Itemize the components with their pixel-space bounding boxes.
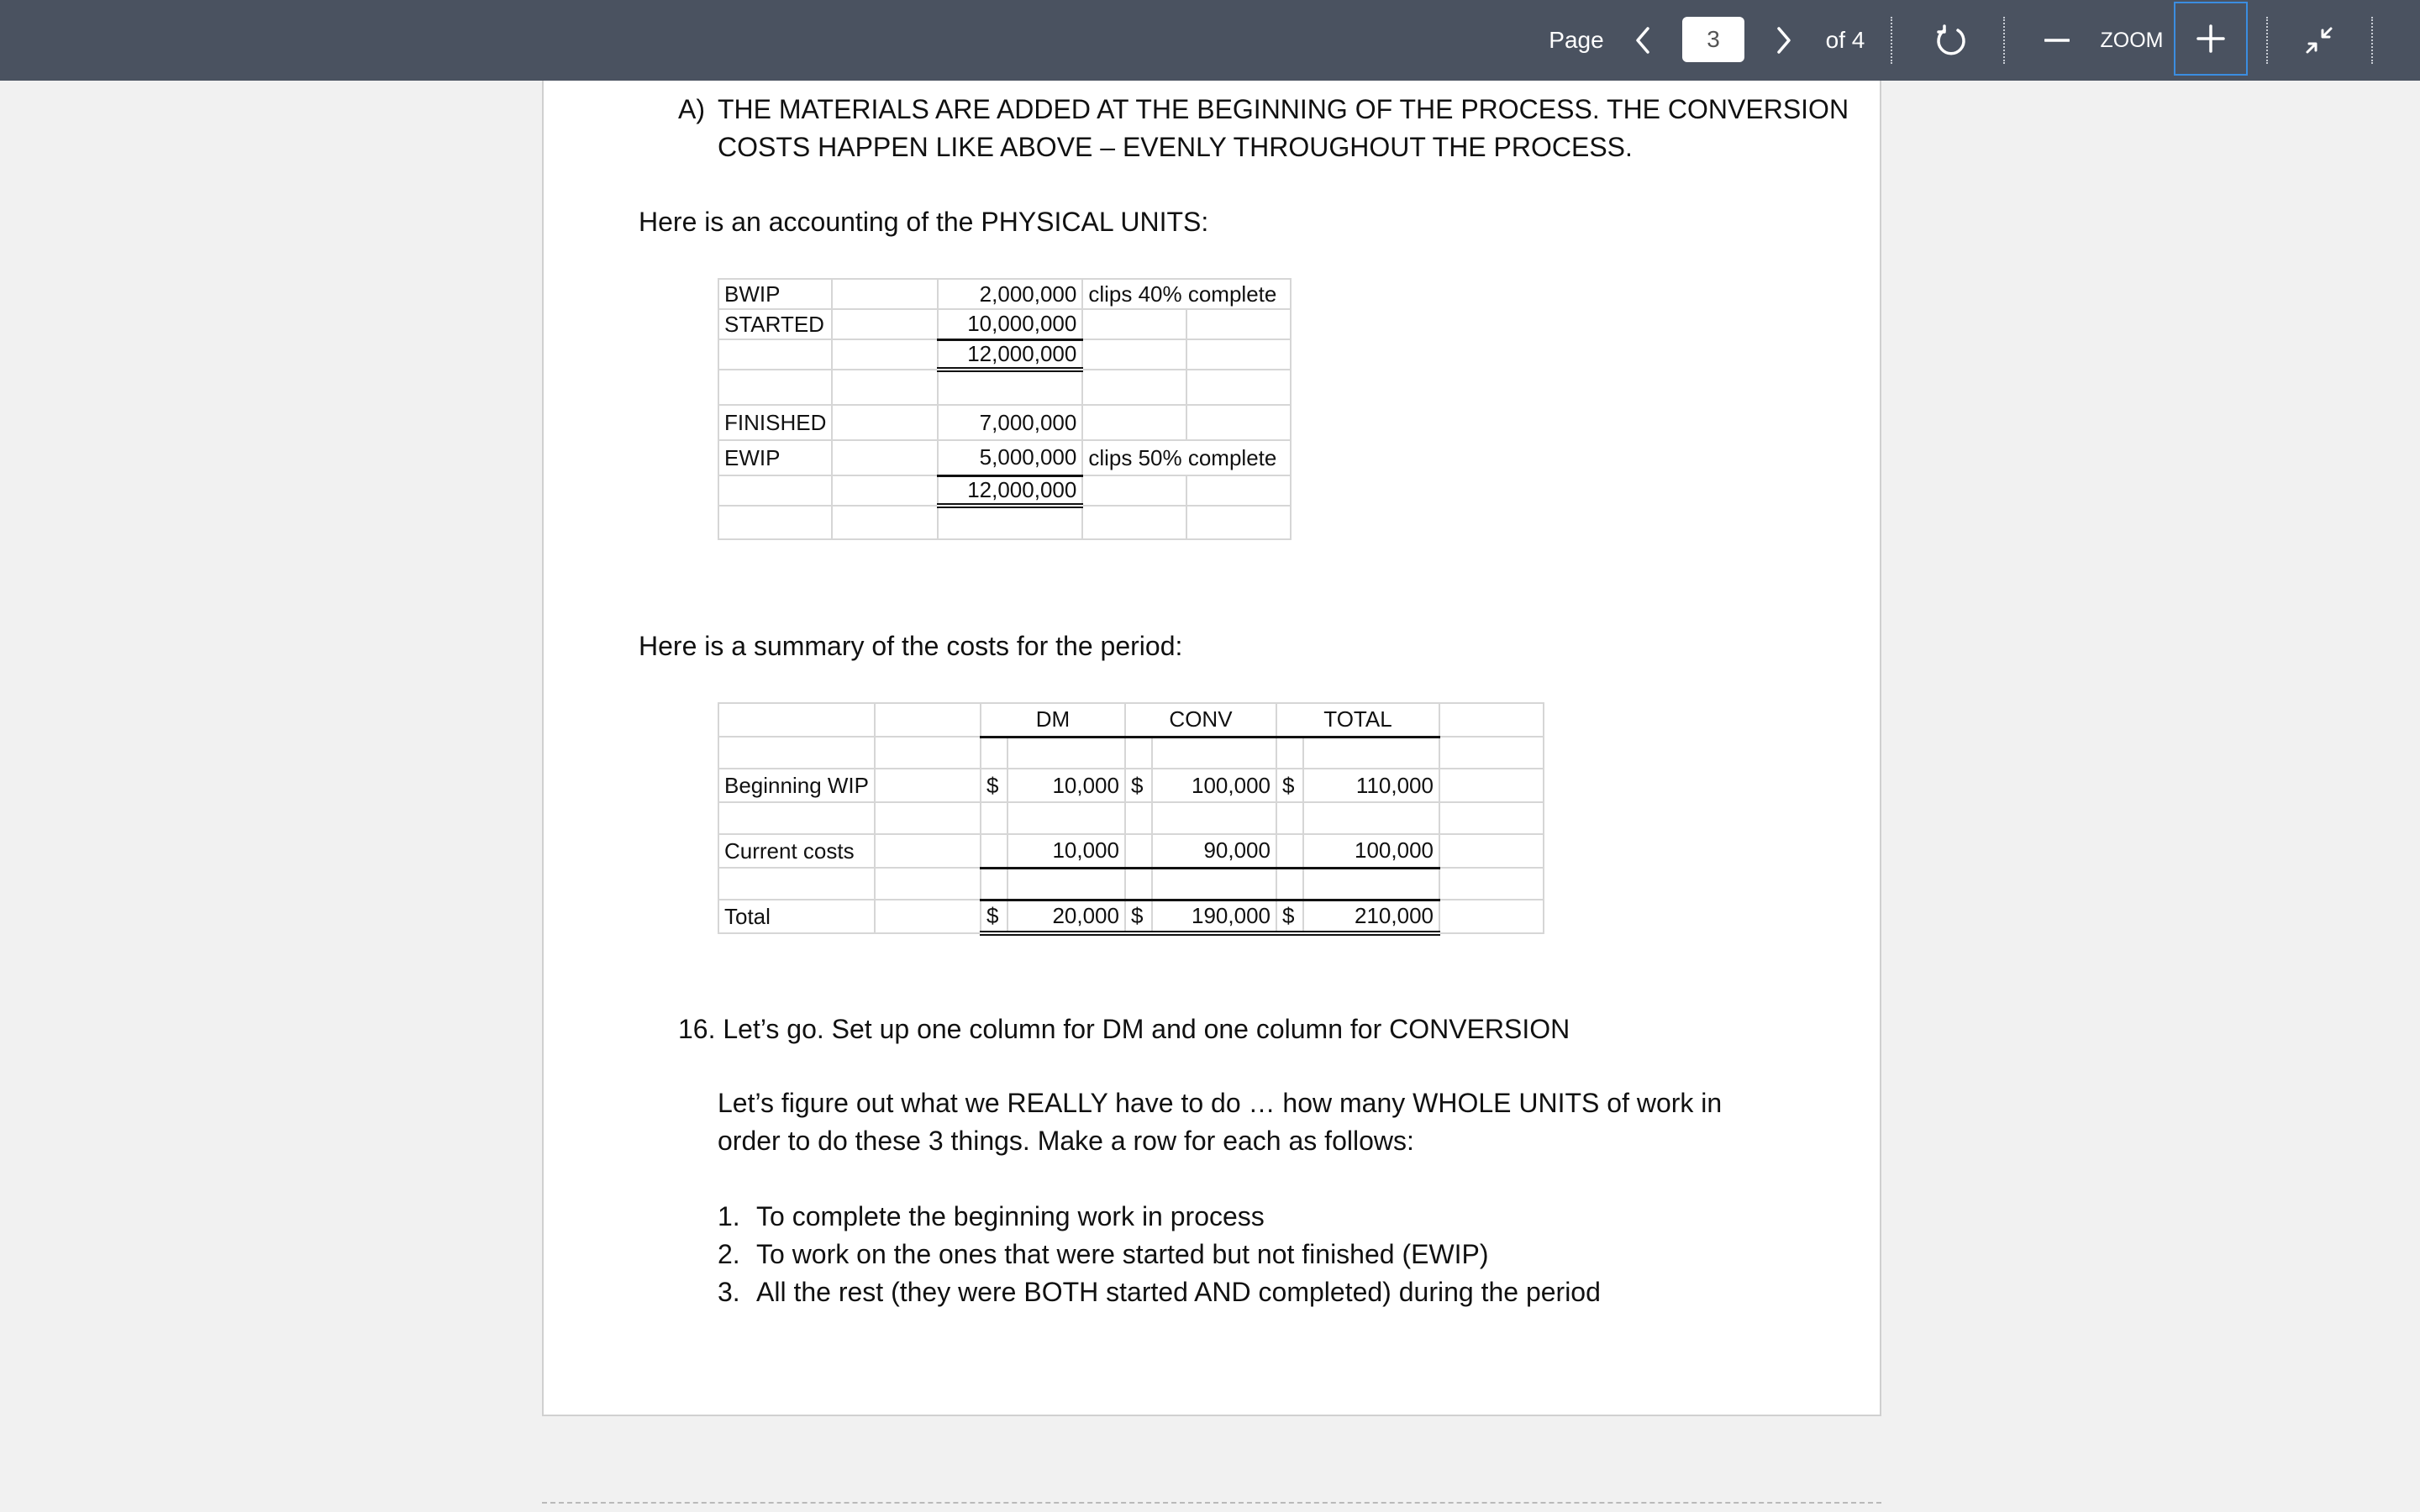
total-units-out: 12,000,000 [938, 475, 1082, 506]
list-item-number: 3. [718, 1277, 740, 1307]
currency-symbol: $ [1276, 900, 1303, 933]
exit-fullscreen-button[interactable] [2298, 0, 2340, 81]
currency-symbol: $ [1276, 769, 1303, 802]
toolbar-divider [2371, 17, 2373, 64]
table-row [718, 737, 1544, 769]
list-item: All the rest (they were BOTH started AND completed) during the period [756, 1277, 1601, 1307]
total-label: Total [718, 900, 875, 933]
current-conv: 90,000 [1152, 834, 1276, 868]
started-label: STARTED [718, 309, 832, 339]
plus-icon [2196, 24, 2226, 54]
ewip-note: clips 50% complete [1082, 440, 1291, 475]
rotate-button[interactable] [1930, 0, 1972, 81]
finished-value: 7,000,000 [938, 405, 1082, 440]
current-total: 100,000 [1303, 834, 1439, 868]
ewip-value: 5,000,000 [938, 440, 1082, 475]
table-row [718, 370, 1291, 405]
currency-symbol: $ [1125, 769, 1152, 802]
ewip-label: EWIP [718, 440, 832, 475]
total-pages-label: of 4 [1825, 27, 1865, 53]
pdf-toolbar [0, 0, 2420, 81]
chevron-left-icon [1634, 26, 1652, 55]
total-units-in: 12,000,000 [938, 339, 1082, 370]
currency-symbol: $ [981, 769, 1007, 802]
bwip-label: BWIP [718, 279, 832, 309]
question-16-title: 16. Let’s go. Set up one column for DM and one column for CONVERSION [678, 1014, 1570, 1044]
question-16-para-line-2: order to do these 3 things. Make a row for each as follows: [718, 1126, 1414, 1156]
section-a-marker: A) [678, 94, 705, 124]
currency-symbol: $ [1125, 900, 1152, 933]
page-number-input[interactable]: 3 [1682, 17, 1744, 62]
zoom-out-button[interactable] [2040, 0, 2074, 81]
list-item-number: 2. [718, 1239, 740, 1269]
toolbar-divider [2266, 17, 2268, 64]
rotate-icon [1934, 24, 1968, 57]
question-16-para-line-1: Let’s figure out what we REALLY have to do … how many WHOLE UNITS of work in [718, 1088, 1723, 1118]
table-row [718, 475, 1291, 506]
beginning-total: 110,000 [1303, 769, 1439, 802]
total-dm: 20,000 [1007, 900, 1125, 933]
header-conv: CONV [1125, 703, 1276, 737]
next-page-edge [542, 1502, 1881, 1504]
beginning-conv: 100,000 [1152, 769, 1276, 802]
table-row [718, 405, 1291, 440]
table-row [718, 279, 1291, 309]
minus-icon [2044, 38, 2070, 43]
current-costs-label: Current costs [718, 834, 875, 868]
started-value: 10,000,000 [938, 309, 1082, 339]
table-row [718, 769, 1544, 802]
currency-symbol: $ [981, 900, 1007, 933]
table-row [718, 506, 1291, 539]
list-item: To work on the ones that were started but not finished (EWIP) [756, 1239, 1489, 1269]
page-label: Page [1549, 27, 1604, 53]
table-row [718, 339, 1291, 370]
toolbar-divider [2003, 17, 2005, 64]
beginning-dm: 10,000 [1007, 769, 1125, 802]
table-row [718, 440, 1291, 475]
costs-heading: Here is a summary of the costs for the period: [639, 631, 1183, 661]
list-item: To complete the beginning work in process [756, 1201, 1265, 1231]
chevron-right-icon [1775, 26, 1793, 55]
bwip-value: 2,000,000 [938, 279, 1082, 309]
bwip-note: clips 40% complete [1082, 279, 1291, 309]
section-a-line-2: COSTS HAPPEN LIKE ABOVE – EVENLY THROUGHOUT THE PROCESS. [718, 132, 1633, 162]
section-a-line-1: THE MATERIALS ARE ADDED AT THE BEGINNING OF THE PROCESS. THE CONVERSION [718, 94, 1849, 124]
zoom-in-button[interactable] [2174, 2, 2248, 76]
table-row [718, 834, 1544, 868]
previous-page-button[interactable] [1626, 0, 1660, 81]
table-row [718, 868, 1544, 900]
beginning-wip-label: Beginning WIP [718, 769, 875, 802]
physical-units-heading: Here is an accounting of the PHYSICAL UNITS: [639, 207, 1209, 237]
collapse-icon [2304, 25, 2334, 55]
toolbar-divider [1891, 17, 1892, 64]
finished-label: FINISHED [718, 405, 832, 440]
header-dm: DM [981, 703, 1125, 737]
list-item-number: 1. [718, 1201, 740, 1231]
table-row [718, 309, 1291, 339]
table-row [718, 703, 1544, 737]
next-page-button[interactable] [1767, 0, 1801, 81]
pdf-page [542, 81, 1881, 1416]
total-total: 210,000 [1303, 900, 1439, 933]
table-row [718, 802, 1544, 834]
header-total: TOTAL [1276, 703, 1439, 737]
zoom-label: ZOOM [2100, 28, 2164, 52]
table-row [718, 900, 1544, 933]
total-conv: 190,000 [1152, 900, 1276, 933]
physical-units-table [718, 278, 1292, 540]
cost-summary-table [718, 702, 1544, 936]
current-dm: 10,000 [1007, 834, 1125, 868]
